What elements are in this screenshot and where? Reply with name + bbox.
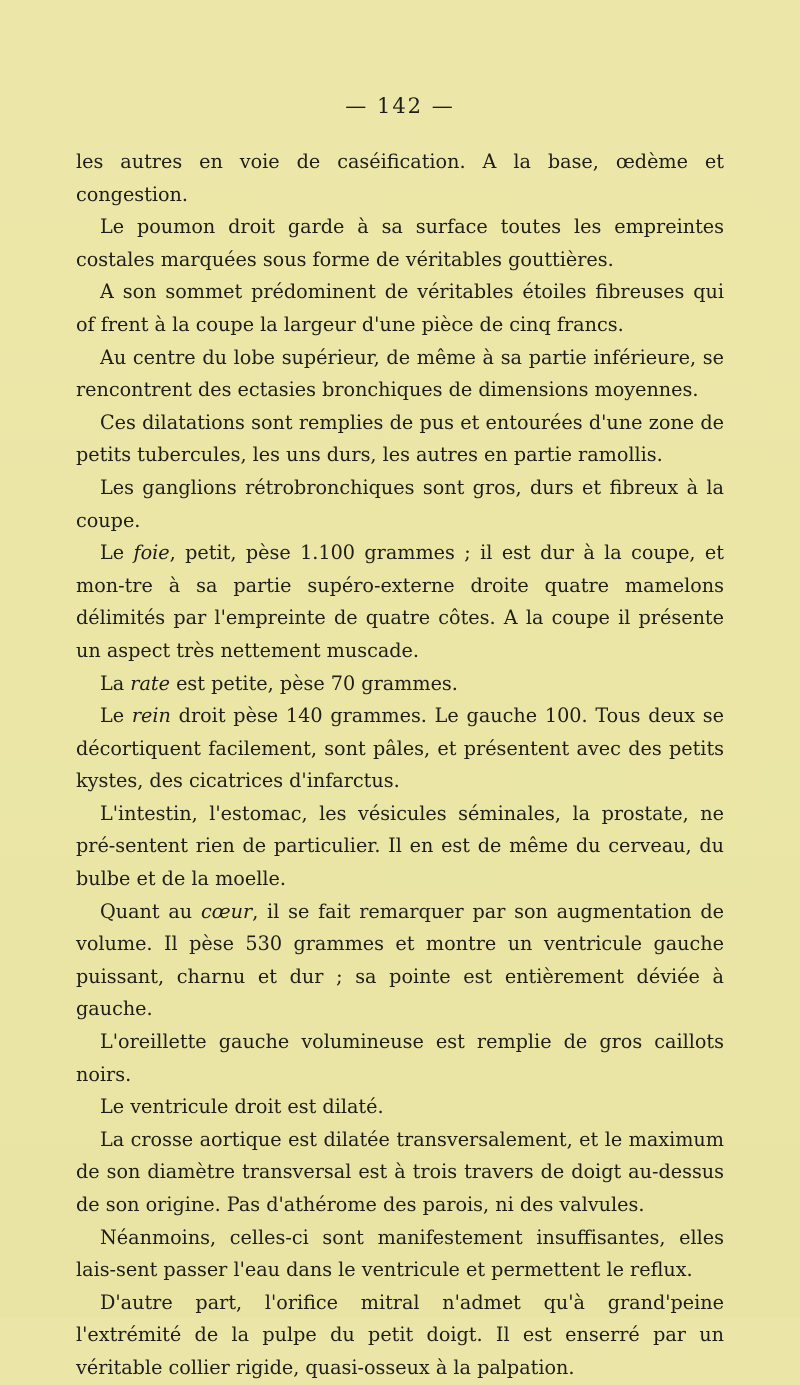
paragraph-text: , petit, pèse 1.100 grammes ; il est dur à la coupe, et mon-tre à sa partie supéro-externe droite quatre mamelons délimités par l'empreinte de quatre côtes. A la coupe il présente un aspect très nettement muscade.: [76, 541, 724, 662]
paragraph-prefix: La: [100, 671, 131, 695]
paragraph-kidney: [76, 700, 724, 798]
page-number: — 142 —: [345, 94, 455, 118]
paragraph-text: est petite, pèse 70 grammes.: [169, 671, 458, 695]
paragraph: D'autre part, l'orifice mitral n'admet qu'à grand'peine l'extrémité de la pulpe du petit doigt. Il est enserré par un véritable collier rigide, quasi-osseux à la palpation.: [76, 1290, 724, 1379]
paragraph-prefix: Quant au: [100, 899, 201, 923]
organ-term-spleen: rate: [130, 671, 170, 695]
organ-term-heart: cœur: [200, 899, 253, 923]
paragraph: Le ventricule droit est dilaté.: [100, 1095, 384, 1119]
paragraph: L'oreillette gauche volumineuse est remplie de gros caillots noirs.: [76, 1030, 724, 1086]
paragraph: L'intestin, l'estomac, les vésicules séminales, la prostate, ne pré-sentent rien de particulier. Il en est de même du cerveau, du bulbe et de la moelle.: [76, 801, 724, 891]
paragraph-text: droit pèse 140 grammes. Le gauche 100. Tous deux se décortiquent facilement, sont pâles, et présentent avec des petits kystes, des cicatrices d'infarctus.: [76, 704, 724, 793]
paragraph-heart: [76, 896, 724, 1026]
paragraph-prefix: Le: [100, 704, 132, 728]
paragraph-spleen: [76, 668, 724, 701]
paragraph: A son sommet prédominent de véritables étoiles fibreuses qui of frent à la coupe la largeur d'une pièce de cinq francs.: [76, 280, 724, 336]
paragraph: La crosse aortique est dilatée transversalement, et le maximum de son diamètre transversal est à trois travers de doigt au-dessus de son origine. Pas d'athérome des parois, ni des valvules.: [76, 1127, 724, 1216]
paragraph: Au centre du lobe supérieur, de même à sa partie inférieure, se rencontrent des ectasies bronchiques de dimensions moyennes.: [76, 345, 724, 402]
paragraph-prefix: Le: [100, 541, 134, 565]
organ-term-kidney: rein: [131, 704, 171, 728]
paragraph: Les ganglions rétrobronchiques sont gros, durs et fibreux à la coupe.: [76, 475, 724, 532]
paragraph-liver: [76, 537, 724, 667]
organ-term-liver: foie: [133, 541, 170, 565]
paragraph: Le poumon droit garde à sa surface toutes les empreintes costales marquées sous forme de véritables gouttières.: [76, 215, 724, 271]
paragraph-text: , il se fait remarquer par son augmentation de volume. Il pèse 530 grammes et montre un ventricule gauche puissant, charnu et dur ; sa pointe est entièrement déviée à gauche.: [76, 899, 724, 1021]
paragraph: les autres en voie de caséification. A la base, œdème et congestion.: [76, 150, 724, 206]
paragraph: Néanmoins, celles-ci sont manifestement insuffisantes, elles lais-sent passer l'eau dans le ventricule et permettent le reflux.: [76, 1225, 724, 1282]
page-body: [76, 146, 724, 1385]
paragraph: Ces dilatations sont remplies de pus et entourées d'une zone de petits tubercules, les uns durs, les autres en partie ramollis.: [76, 410, 724, 467]
